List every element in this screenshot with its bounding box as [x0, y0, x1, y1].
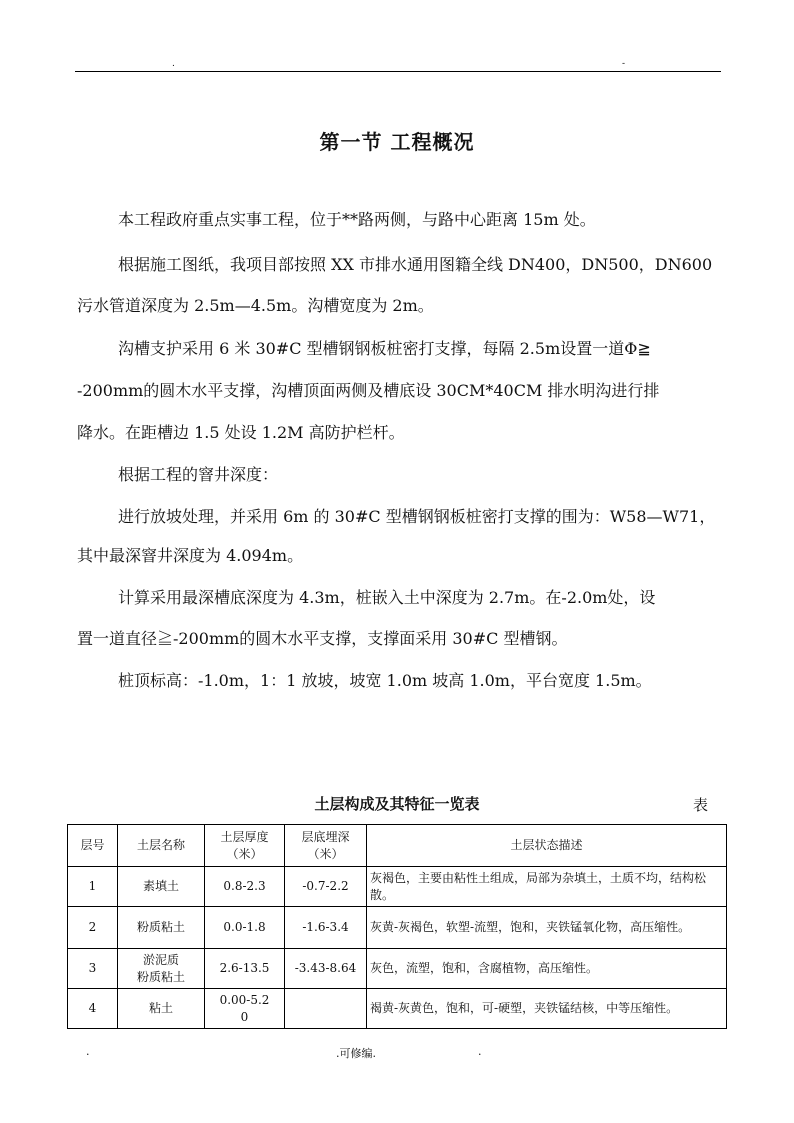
layer-thickness-cell: 2.6-13.5: [205, 949, 285, 989]
layer-bottom-depth-cell: -3.43-8.64: [285, 949, 367, 989]
table-row: [68, 949, 727, 989]
table-row: [68, 907, 727, 949]
table-row: [68, 989, 727, 1029]
header-dot-right: -: [622, 59, 626, 69]
layer-thickness-cell: 0.0-1.8: [205, 907, 285, 949]
paragraph-2-line-1: 根据施工图纸，我项目部按照 XX 市排水通用图籍全线 DN400，DN500，DN600: [118, 255, 713, 274]
paragraph-1: 本工程政府重点实事工程，位于**路两侧，与路中心距离 15m 处。: [118, 210, 596, 229]
paragraph-5-line-1: 进行放坡处理，并采用 6m 的 30#C 型槽钢钢板桩密打支撑的围为：W58—W71，: [118, 507, 716, 526]
paragraph-5-line-2: 其中最深窨井深度为 4.094m。: [77, 546, 304, 565]
layer-bottom-depth-cell: [285, 989, 367, 1029]
header-layer-number-cell: 层号: [68, 825, 118, 867]
paragraph-6-line-2: 置一道直径≧-200mm的圆木水平支撑，支撑面采用 30#C 型槽钢。: [77, 629, 568, 648]
layer-number-cell: 4: [68, 989, 118, 1029]
layer-bottom-depth-cell: -0.7-2.2: [285, 867, 367, 907]
table-header-row: [68, 825, 727, 867]
header-layer-description-cell: 土层状态描述: [367, 825, 727, 867]
layer-thickness-cell: 0.00-5.2 0: [205, 989, 285, 1029]
table-title: 土层构成及其特征一览表: [314, 795, 480, 813]
paragraph-3-line-2: -200mm的圆木水平支撑，沟槽顶面两侧及槽底设 30CM*40CM 排水明沟进行排: [77, 381, 660, 400]
paragraph-2-line-2: 污水管道深度为 2.5m—4.5m。沟槽宽度为 2m。: [77, 296, 434, 315]
section-title: 第一节 工程概况: [319, 130, 475, 154]
paragraph-3-line-3: 降水。在距槽边 1.5 处设 1.2M 高防护栏杆。: [77, 423, 405, 442]
table-row: [68, 867, 727, 907]
layer-number-cell: 2: [68, 907, 118, 949]
header-rule: [75, 71, 721, 72]
paragraph-7: 桩顶标高：-1.0m，1：1 放坡，坡宽 1.0m 坡高 1.0m，平台宽度 1.5m。: [118, 671, 652, 690]
header-layer-name-cell: 土层名称: [118, 825, 205, 867]
layer-description-cell: 灰褐色，主要由粘性土组成，局部为杂填土，土质不均，结构松散。: [367, 867, 727, 907]
layer-description-cell: 灰黄-灰褐色，软塑-流塑，饱和，夹铁锰氧化物，高压缩性。: [367, 907, 727, 949]
header-layer-bottom-depth-cell: 层底埋深 （米）: [285, 825, 367, 867]
header-dot-left: .: [172, 59, 175, 69]
layer-number-cell: 3: [68, 949, 118, 989]
paragraph-4: 根据工程的窨井深度：: [118, 465, 279, 484]
soil-layer-table: [67, 824, 727, 1029]
header-layer-thickness-cell: 土层厚度 （米）: [205, 825, 285, 867]
footer-dot-right: .: [478, 1045, 482, 1058]
layer-name-cell: 素填土: [118, 867, 205, 907]
layer-description-cell: 褐黄-灰黄色，饱和，可-硬塑，夹铁锰结核，中等压缩性。: [367, 989, 727, 1029]
footer-text: .可修编.: [336, 1047, 376, 1060]
layer-thickness-cell: 0.8-2.3: [205, 867, 285, 907]
layer-name-cell: 淤泥质 粉质粘土: [118, 949, 205, 989]
layer-name-cell: 粉质粘土: [118, 907, 205, 949]
layer-bottom-depth-cell: -1.6-3.4: [285, 907, 367, 949]
layer-number-cell: 1: [68, 867, 118, 907]
layer-description-cell: 灰色，流塑，饱和，含腐植物，高压缩性。: [367, 949, 727, 989]
layer-name-cell: 粘土: [118, 989, 205, 1029]
footer-dot-left: .: [86, 1045, 90, 1058]
table-tag: 表: [693, 796, 709, 814]
paragraph-6-line-1: 计算采用最深槽底深度为 4.3m，桩嵌入土中深度为 2.7m。在-2.0m处，设: [118, 588, 656, 607]
paragraph-3-line-1: 沟槽支护采用 6 米 30#C 型槽钢钢板桩密打支撑，每隔 2.5m设置一道Φ≧: [118, 339, 651, 358]
